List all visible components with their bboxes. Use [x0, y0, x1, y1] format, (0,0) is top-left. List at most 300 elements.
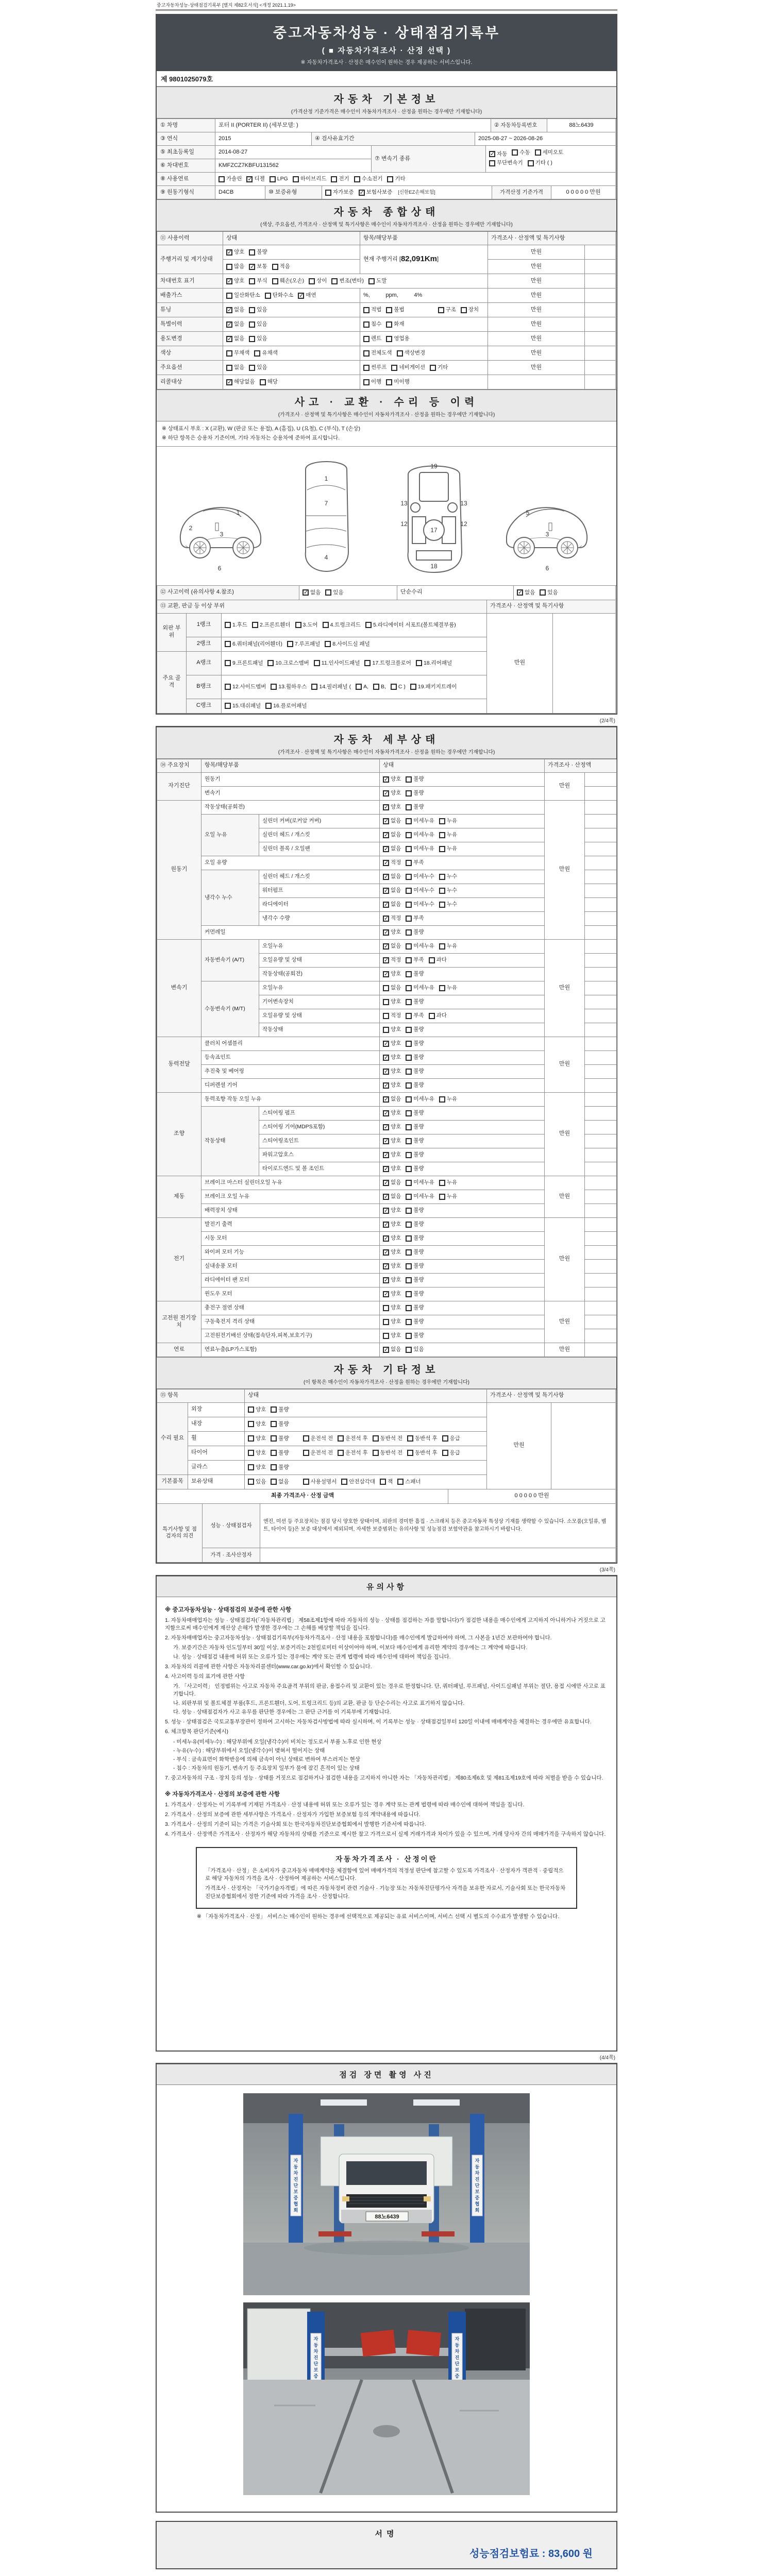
checkbox-option[interactable] [311, 684, 351, 690]
checkbox-option[interactable] [383, 1235, 401, 1242]
checkbox-option[interactable] [271, 1435, 289, 1442]
checkbox-option[interactable] [540, 589, 558, 596]
checkbox-option[interactable] [383, 1068, 401, 1075]
checkbox-icon[interactable] [219, 176, 225, 182]
checkbox-icon[interactable] [439, 902, 445, 908]
checkbox-icon[interactable] [429, 1013, 435, 1019]
checkbox-option[interactable] [383, 971, 401, 977]
checkbox-icon[interactable] [386, 307, 392, 313]
checkbox-option[interactable] [383, 998, 401, 1005]
checkbox-icon[interactable] [271, 1406, 277, 1413]
checkbox-icon[interactable] [438, 307, 444, 313]
checkbox-option[interactable] [383, 985, 401, 991]
checkbox-icon[interactable] [271, 1435, 277, 1442]
checkbox-icon[interactable]: ✓ [384, 1249, 389, 1256]
checkbox-icon[interactable] [407, 1450, 413, 1456]
checkbox-icon[interactable]: ✓ [518, 589, 523, 596]
checkbox-option[interactable] [383, 887, 401, 894]
checkbox-icon[interactable] [439, 943, 445, 950]
checkbox-icon[interactable] [406, 902, 412, 908]
checkbox-icon[interactable]: ✓ [384, 1193, 389, 1200]
checkbox-icon[interactable]: ✓ [384, 971, 389, 977]
checkbox-option[interactable] [303, 589, 321, 596]
checkbox-icon[interactable] [406, 1305, 412, 1311]
checkbox-icon[interactable] [248, 1450, 254, 1456]
checkbox-option[interactable] [363, 364, 386, 371]
checkbox-option[interactable] [406, 1179, 434, 1186]
checkbox-icon[interactable] [406, 1082, 412, 1089]
checkbox-option[interactable] [439, 901, 457, 908]
checkbox-option[interactable] [512, 149, 530, 156]
checkbox-option[interactable] [383, 1026, 401, 1033]
checkbox-option[interactable] [265, 292, 294, 299]
checkbox-option[interactable] [267, 660, 309, 667]
checkbox-icon[interactable] [380, 1479, 386, 1485]
checkbox-icon[interactable] [363, 321, 369, 328]
checkbox-icon[interactable]: ✓ [384, 859, 389, 866]
checkbox-icon[interactable]: ✓ [384, 1179, 389, 1186]
checkbox-option[interactable] [406, 915, 424, 922]
checkbox-icon[interactable]: ✓ [299, 292, 304, 299]
checkbox-option[interactable] [383, 1318, 401, 1325]
checkbox-icon[interactable] [271, 1464, 277, 1470]
checkbox-icon[interactable] [325, 589, 331, 596]
checkbox-icon[interactable]: ✓ [384, 1277, 389, 1283]
checkbox-icon[interactable] [272, 278, 278, 284]
checkbox-icon[interactable] [365, 622, 372, 628]
checkbox-option[interactable] [439, 887, 457, 894]
checkbox-option[interactable] [303, 1435, 333, 1442]
checkbox-icon[interactable]: ✓ [384, 1096, 389, 1103]
checkbox-icon[interactable] [461, 307, 467, 313]
checkbox-option[interactable] [406, 1207, 424, 1214]
checkbox-option[interactable] [416, 660, 452, 667]
checkbox-icon[interactable]: ✓ [227, 321, 232, 328]
checkbox-option[interactable] [407, 1435, 438, 1442]
checkbox-option[interactable] [325, 589, 343, 596]
checkbox-option[interactable] [373, 1450, 403, 1456]
checkbox-icon[interactable] [225, 703, 231, 709]
checkbox-option[interactable] [383, 1012, 401, 1019]
checkbox-icon[interactable]: ✓ [247, 176, 253, 182]
checkbox-option[interactable] [406, 1221, 424, 1228]
checkbox-option[interactable] [406, 1277, 424, 1283]
checkbox-icon[interactable] [373, 1435, 379, 1442]
checkbox-option[interactable] [260, 379, 278, 385]
checkbox-icon[interactable] [430, 365, 436, 371]
checkbox-icon[interactable] [386, 379, 392, 385]
checkbox-icon[interactable]: ✓ [227, 278, 232, 284]
checkbox-icon[interactable] [363, 365, 369, 371]
checkbox-icon[interactable] [442, 1435, 448, 1442]
checkbox-option[interactable] [226, 350, 249, 357]
checkbox-option[interactable] [383, 1249, 401, 1256]
checkbox-icon[interactable]: ✓ [384, 929, 389, 936]
checkbox-icon[interactable] [249, 249, 255, 256]
checkbox-option[interactable] [442, 1450, 460, 1456]
checkbox-icon[interactable] [249, 307, 255, 313]
checkbox-icon[interactable] [272, 264, 278, 270]
checkbox-option[interactable] [363, 350, 392, 357]
checkbox-option[interactable] [293, 176, 327, 182]
checkbox-option[interactable] [406, 1249, 424, 1256]
checkbox-icon[interactable]: ✓ [227, 379, 232, 385]
checkbox-option[interactable] [287, 641, 320, 648]
checkbox-icon[interactable]: ✓ [384, 804, 389, 810]
checkbox-option[interactable] [406, 790, 424, 796]
checkbox-icon[interactable] [341, 1479, 347, 1485]
checkbox-icon[interactable] [406, 860, 412, 866]
checkbox-icon[interactable] [406, 916, 412, 922]
checkbox-option[interactable] [325, 189, 354, 196]
checkbox-icon[interactable] [397, 1479, 404, 1485]
checkbox-option[interactable] [406, 1096, 434, 1103]
checkbox-option[interactable] [406, 1346, 424, 1353]
checkbox-option[interactable] [383, 790, 401, 796]
checkbox-icon[interactable] [331, 176, 337, 182]
checkbox-icon[interactable] [406, 790, 412, 796]
checkbox-icon[interactable] [383, 1013, 389, 1019]
checkbox-option[interactable] [391, 364, 425, 371]
checkbox-icon[interactable] [260, 379, 266, 385]
checkbox-option[interactable] [246, 176, 264, 182]
checkbox-icon[interactable] [325, 190, 331, 196]
checkbox-icon[interactable] [249, 365, 255, 371]
checkbox-icon[interactable] [397, 350, 403, 357]
checkbox-option[interactable] [303, 1450, 333, 1456]
checkbox-option[interactable] [226, 379, 255, 385]
checkbox-option[interactable] [439, 832, 457, 838]
checkbox-option[interactable] [249, 307, 267, 313]
checkbox-icon[interactable] [295, 622, 301, 628]
checkbox-option[interactable] [410, 684, 457, 690]
checkbox-icon[interactable] [225, 622, 231, 628]
checkbox-icon[interactable] [287, 641, 293, 647]
checkbox-option[interactable] [219, 176, 242, 182]
checkbox-option[interactable] [272, 278, 305, 284]
checkbox-icon[interactable] [386, 336, 392, 342]
checkbox-icon[interactable] [406, 1055, 412, 1061]
checkbox-option[interactable] [386, 307, 404, 313]
checkbox-icon[interactable] [271, 1421, 277, 1427]
checkbox-icon[interactable] [248, 1406, 254, 1413]
checkbox-icon[interactable] [410, 684, 416, 690]
checkbox-icon[interactable] [406, 804, 412, 810]
checkbox-icon[interactable] [391, 365, 397, 371]
checkbox-icon[interactable] [406, 1263, 412, 1269]
checkbox-option[interactable] [383, 1193, 401, 1200]
checkbox-icon[interactable]: ✓ [359, 189, 364, 196]
checkbox-option[interactable] [271, 1479, 289, 1485]
checkbox-option[interactable] [383, 1082, 401, 1089]
checkbox-option[interactable] [406, 943, 434, 950]
checkbox-option[interactable] [406, 1291, 424, 1297]
checkbox-option[interactable] [439, 985, 457, 991]
checkbox-option[interactable] [248, 1435, 266, 1442]
checkbox-icon[interactable] [406, 1027, 412, 1033]
checkbox-icon[interactable]: ✓ [384, 1207, 389, 1214]
checkbox-option[interactable] [314, 660, 360, 667]
checkbox-option[interactable] [406, 901, 434, 908]
checkbox-option[interactable] [406, 1110, 424, 1116]
checkbox-icon[interactable]: ✓ [384, 1082, 389, 1089]
checkbox-icon[interactable]: ✓ [384, 1221, 389, 1228]
checkbox-option[interactable] [387, 176, 405, 182]
checkbox-option[interactable] [383, 1151, 401, 1158]
checkbox-icon[interactable] [439, 888, 445, 894]
checkbox-option[interactable] [359, 189, 393, 196]
checkbox-option[interactable] [438, 307, 456, 313]
checkbox-option[interactable] [226, 292, 260, 299]
checkbox-icon[interactable] [386, 321, 392, 328]
checkbox-option[interactable] [373, 1435, 403, 1442]
checkbox-icon[interactable]: ✓ [384, 1124, 389, 1130]
checkbox-option[interactable] [406, 929, 424, 936]
checkbox-icon[interactable] [373, 1450, 379, 1456]
checkbox-icon[interactable]: ✓ [227, 335, 232, 342]
checkbox-option[interactable] [271, 684, 307, 690]
checkbox-icon[interactable] [406, 1194, 412, 1200]
checkbox-option[interactable] [225, 703, 261, 709]
checkbox-option[interactable] [225, 622, 247, 629]
checkbox-option[interactable] [406, 887, 434, 894]
checkbox-icon[interactable] [368, 278, 375, 284]
checkbox-icon[interactable] [439, 832, 445, 838]
checkbox-option[interactable] [489, 151, 507, 158]
checkbox-icon[interactable] [309, 278, 315, 284]
checkbox-option[interactable] [442, 1435, 460, 1442]
checkbox-icon[interactable]: ✓ [384, 1346, 389, 1353]
checkbox-icon[interactable] [439, 1180, 445, 1186]
checkbox-option[interactable] [383, 832, 401, 838]
checkbox-icon[interactable] [439, 985, 445, 991]
checkbox-icon[interactable] [248, 1464, 254, 1470]
checkbox-icon[interactable] [271, 1479, 277, 1485]
checkbox-option[interactable] [383, 915, 401, 922]
checkbox-icon[interactable] [439, 1096, 445, 1103]
checkbox-icon[interactable] [356, 684, 362, 690]
checkbox-icon[interactable] [364, 660, 371, 666]
checkbox-option[interactable] [406, 957, 424, 963]
checkbox-icon[interactable] [406, 874, 412, 880]
checkbox-icon[interactable] [439, 1194, 445, 1200]
checkbox-icon[interactable] [406, 1249, 412, 1256]
checkbox-icon[interactable] [265, 703, 272, 709]
checkbox-option[interactable] [406, 818, 434, 824]
checkbox-option[interactable] [406, 1082, 424, 1089]
checkbox-option[interactable] [271, 1406, 289, 1413]
checkbox-icon[interactable]: ✓ [384, 1291, 389, 1297]
checkbox-option[interactable] [386, 379, 409, 385]
checkbox-option[interactable] [325, 641, 370, 648]
checkbox-option[interactable] [406, 1026, 424, 1033]
checkbox-option[interactable] [383, 1096, 401, 1103]
checkbox-option[interactable] [406, 832, 434, 838]
checkbox-icon[interactable] [406, 832, 412, 838]
checkbox-option[interactable] [383, 1138, 401, 1144]
checkbox-icon[interactable]: ✓ [384, 887, 389, 894]
checkbox-option[interactable] [248, 1450, 266, 1456]
checkbox-icon[interactable] [442, 1450, 448, 1456]
checkbox-option[interactable] [406, 1068, 424, 1075]
checkbox-icon[interactable] [249, 336, 255, 342]
checkbox-option[interactable] [406, 1263, 424, 1269]
checkbox-option[interactable] [439, 873, 457, 880]
checkbox-icon[interactable] [383, 1319, 389, 1325]
checkbox-icon[interactable] [439, 874, 445, 880]
checkbox-icon[interactable] [303, 1435, 309, 1442]
checkbox-option[interactable] [383, 1110, 401, 1116]
checkbox-option[interactable] [383, 1304, 401, 1311]
checkbox-icon[interactable] [323, 622, 329, 628]
checkbox-icon[interactable]: ✓ [384, 1110, 389, 1116]
checkbox-option[interactable] [363, 379, 381, 385]
checkbox-option[interactable] [439, 1096, 457, 1103]
checkbox-option[interactable] [249, 321, 267, 328]
checkbox-icon[interactable] [406, 1319, 412, 1325]
checkbox-option[interactable] [265, 703, 307, 709]
checkbox-icon[interactable] [406, 957, 412, 963]
checkbox-icon[interactable] [383, 1305, 389, 1311]
checkbox-icon[interactable] [314, 660, 320, 666]
checkbox-option[interactable] [489, 160, 523, 166]
checkbox-option[interactable] [341, 1479, 375, 1485]
checkbox-option[interactable] [254, 350, 277, 357]
checkbox-option[interactable] [354, 176, 383, 182]
checkbox-option[interactable] [295, 622, 318, 629]
checkbox-icon[interactable] [383, 999, 389, 1005]
checkbox-option[interactable] [397, 350, 426, 357]
checkbox-option[interactable] [461, 307, 479, 313]
checkbox-icon[interactable] [406, 1069, 412, 1075]
checkbox-icon[interactable]: ✓ [384, 1138, 389, 1144]
checkbox-option[interactable] [406, 776, 424, 783]
checkbox-icon[interactable] [406, 776, 412, 783]
checkbox-option[interactable] [226, 321, 244, 328]
checkbox-icon[interactable] [540, 589, 546, 596]
checkbox-option[interactable] [535, 149, 564, 156]
checkbox-icon[interactable] [406, 1041, 412, 1047]
checkbox-icon[interactable] [338, 1435, 344, 1442]
checkbox-icon[interactable] [406, 1096, 412, 1103]
checkbox-option[interactable] [517, 589, 535, 596]
checkbox-option[interactable] [383, 1263, 401, 1269]
checkbox-icon[interactable] [535, 149, 541, 156]
checkbox-option[interactable] [323, 622, 361, 629]
checkbox-icon[interactable]: ✓ [384, 957, 389, 963]
checkbox-icon[interactable] [387, 176, 393, 182]
checkbox-option[interactable] [225, 660, 263, 667]
checkbox-option[interactable] [373, 684, 386, 690]
checkbox-icon[interactable]: ✓ [384, 901, 389, 908]
checkbox-icon[interactable] [254, 350, 260, 357]
checkbox-option[interactable] [406, 1165, 424, 1172]
checkbox-icon[interactable] [439, 846, 445, 852]
checkbox-option[interactable] [386, 321, 404, 328]
checkbox-icon[interactable] [325, 641, 331, 647]
checkbox-option[interactable] [528, 160, 552, 166]
checkbox-icon[interactable]: ✓ [384, 873, 389, 880]
checkbox-icon[interactable] [271, 1450, 277, 1456]
checkbox-option[interactable] [383, 1165, 401, 1172]
checkbox-option[interactable] [383, 943, 401, 950]
checkbox-option[interactable] [406, 1124, 424, 1130]
checkbox-option[interactable] [248, 1464, 266, 1471]
checkbox-option[interactable] [439, 1193, 457, 1200]
checkbox-icon[interactable] [406, 1152, 412, 1158]
checkbox-option[interactable] [383, 776, 401, 783]
checkbox-icon[interactable] [406, 846, 412, 852]
checkbox-icon[interactable]: ✓ [384, 1151, 389, 1158]
checkbox-option[interactable] [249, 278, 267, 284]
checkbox-option[interactable] [406, 1040, 424, 1047]
checkbox-option[interactable] [391, 684, 406, 690]
checkbox-icon[interactable] [303, 1479, 309, 1485]
checkbox-option[interactable] [383, 1124, 401, 1130]
checkbox-icon[interactable] [406, 1235, 412, 1242]
checkbox-option[interactable] [406, 1193, 434, 1200]
checkbox-icon[interactable] [363, 350, 369, 357]
checkbox-option[interactable] [406, 1235, 424, 1242]
checkbox-option[interactable] [429, 957, 447, 963]
checkbox-option[interactable] [248, 1421, 266, 1428]
checkbox-option[interactable] [383, 901, 401, 908]
checkbox-icon[interactable] [331, 278, 338, 284]
checkbox-option[interactable] [249, 249, 267, 256]
checkbox-icon[interactable]: ✓ [384, 1235, 389, 1242]
checkbox-icon[interactable] [226, 350, 232, 357]
checkbox-option[interactable] [331, 176, 349, 182]
checkbox-option[interactable] [248, 1406, 266, 1413]
checkbox-option[interactable] [386, 335, 409, 342]
checkbox-option[interactable] [406, 985, 434, 991]
checkbox-icon[interactable]: ✓ [490, 151, 495, 158]
checkbox-icon[interactable]: ✓ [384, 1054, 389, 1061]
checkbox-option[interactable] [309, 278, 327, 284]
checkbox-icon[interactable] [391, 684, 397, 690]
checkbox-option[interactable] [439, 1179, 457, 1186]
checkbox-icon[interactable] [406, 971, 412, 977]
checkbox-icon[interactable]: ✓ [384, 832, 389, 838]
checkbox-option[interactable] [226, 335, 244, 342]
checkbox-option[interactable] [248, 1479, 266, 1485]
checkbox-option[interactable] [397, 1479, 421, 1485]
checkbox-option[interactable] [406, 873, 434, 880]
checkbox-option[interactable] [406, 859, 424, 866]
checkbox-option[interactable] [406, 1332, 424, 1339]
checkbox-icon[interactable]: ✓ [384, 1165, 389, 1172]
checkbox-icon[interactable]: ✓ [384, 915, 389, 922]
checkbox-option[interactable] [406, 1304, 424, 1311]
checkbox-option[interactable] [271, 1421, 289, 1428]
checkbox-icon[interactable] [270, 176, 276, 182]
checkbox-option[interactable] [383, 804, 401, 810]
checkbox-icon[interactable] [373, 684, 379, 690]
checkbox-option[interactable] [383, 957, 401, 963]
checkbox-icon[interactable] [528, 160, 534, 166]
checkbox-option[interactable] [383, 1179, 401, 1186]
checkbox-option[interactable] [380, 1479, 393, 1485]
checkbox-option[interactable] [406, 804, 424, 810]
checkbox-icon[interactable] [406, 1222, 412, 1228]
checkbox-option[interactable] [407, 1450, 438, 1456]
checkbox-icon[interactable] [311, 684, 317, 690]
checkbox-option[interactable] [383, 929, 401, 936]
checkbox-icon[interactable] [429, 957, 435, 963]
checkbox-option[interactable] [226, 278, 244, 284]
checkbox-icon[interactable] [363, 379, 369, 385]
checkbox-icon[interactable] [265, 293, 271, 299]
